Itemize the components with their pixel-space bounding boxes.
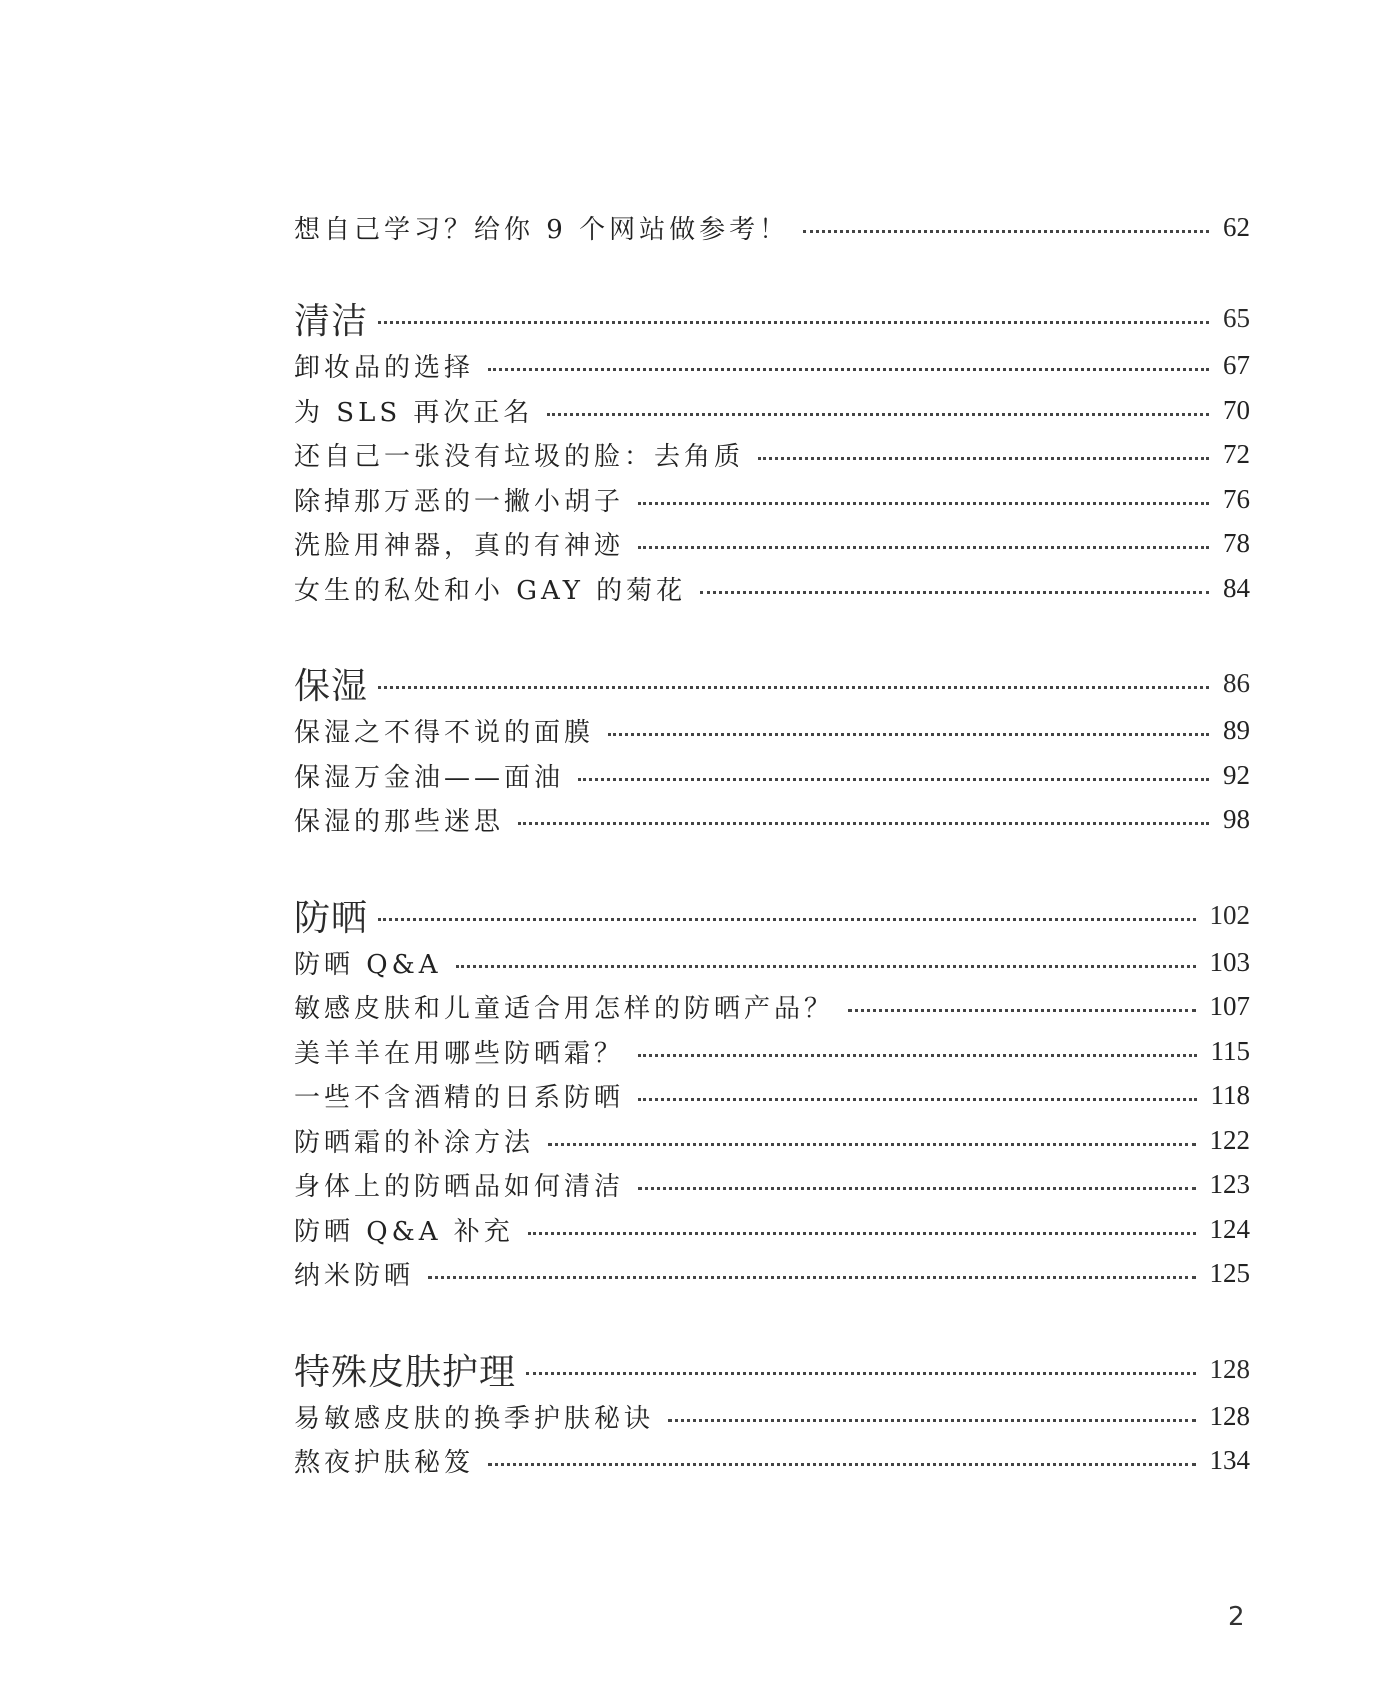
- toc-entry[interactable]: [294, 344, 1250, 389]
- table-of-contents: [294, 205, 1250, 1483]
- dot-leader: [638, 1098, 1196, 1101]
- toc-entry-title: 想自己学习？给你 9 个网站做参考！: [294, 214, 790, 245]
- toc-entry-title: 敏感皮肤和儿童适合用怎样的防晒产品？: [294, 994, 835, 1025]
- toc-entry-page: 67: [1223, 350, 1250, 381]
- toc-entry-title: 除掉那万恶的一撇小胡子: [294, 486, 625, 517]
- toc-entry-page: 84: [1223, 572, 1250, 603]
- toc-entry[interactable]: [294, 1074, 1250, 1119]
- toc-entry-title: 熬夜护肤秘笈: [294, 1448, 475, 1479]
- dot-leader: [548, 1143, 1195, 1146]
- toc-entry-title: 一些不含酒精的日系防晒: [294, 1083, 625, 1114]
- dot-leader: [638, 546, 1209, 549]
- toc-entry[interactable]: [294, 477, 1250, 522]
- toc-entry-page: 128: [1209, 1400, 1250, 1431]
- section-heading[interactable]: [294, 659, 1250, 709]
- toc-entry-title: 保湿的那些迷思: [294, 807, 505, 838]
- toc-entry[interactable]: [294, 205, 1250, 250]
- dot-leader: [526, 1372, 1195, 1375]
- dot-leader: [638, 1054, 1196, 1057]
- toc-entry-title: 防晒 Q&A: [294, 949, 442, 980]
- toc-entry-page: 107: [1209, 991, 1250, 1022]
- toc-entry-title: 纳米防晒: [294, 1261, 415, 1292]
- dot-leader: [848, 1009, 1195, 1012]
- dot-leader: [456, 965, 1196, 968]
- page-number: 2: [1228, 1602, 1245, 1632]
- section-title: 清洁: [294, 301, 369, 342]
- dot-leader: [378, 321, 1209, 324]
- toc-entry[interactable]: [294, 1394, 1250, 1439]
- toc-entry-title: 卸妆品的选择: [294, 353, 475, 384]
- dot-leader: [638, 502, 1209, 505]
- toc-entry-title: 保湿万金油——面油: [294, 762, 565, 793]
- toc-entry-page: 125: [1209, 1258, 1250, 1289]
- dot-leader: [578, 778, 1209, 781]
- toc-entry[interactable]: [294, 753, 1250, 798]
- section-page: 65: [1223, 303, 1250, 333]
- toc-entry-title: 身体上的防晒品如何清洁: [294, 1172, 625, 1203]
- dot-leader: [518, 822, 1209, 825]
- toc-entry-page: 92: [1223, 759, 1250, 790]
- section-heading[interactable]: [294, 890, 1250, 940]
- toc-entry[interactable]: [294, 388, 1250, 433]
- toc-entry-title: 为 SLS 再次正名: [294, 397, 534, 428]
- dot-leader: [758, 457, 1209, 460]
- dot-leader: [488, 368, 1209, 371]
- toc-entry-page: 78: [1223, 528, 1250, 559]
- toc-entry[interactable]: [294, 433, 1250, 478]
- toc-entry[interactable]: [294, 985, 1250, 1030]
- section-page: 102: [1209, 899, 1250, 930]
- toc-entry-page: 98: [1223, 804, 1250, 835]
- section-title: 保湿: [294, 666, 369, 707]
- dot-leader: [608, 733, 1209, 736]
- toc-entry-page: 124: [1209, 1213, 1250, 1244]
- toc-entry[interactable]: [294, 1029, 1250, 1074]
- toc-entry-title: 易敏感皮肤的换季护肤秘诀: [294, 1403, 655, 1434]
- toc-entry[interactable]: [294, 1439, 1250, 1484]
- toc-entry[interactable]: [294, 798, 1250, 843]
- toc-entry-title: 防晒 Q&A 补充: [294, 1216, 514, 1247]
- section-page: 86: [1223, 668, 1250, 698]
- toc-entry-title: 洗脸用神器，真的有神迹: [294, 531, 625, 562]
- toc-entry-page: 123: [1209, 1169, 1250, 1200]
- dot-leader: [378, 918, 1195, 921]
- toc-entry[interactable]: [294, 709, 1250, 754]
- toc-entry-title: 还自己一张没有垃圾的脸：去角质: [294, 442, 745, 473]
- toc-entry-page: 115: [1210, 1035, 1250, 1066]
- toc-entry-page: 76: [1223, 483, 1250, 514]
- toc-entry-page: 72: [1223, 439, 1250, 470]
- section-page: 128: [1209, 1353, 1250, 1384]
- toc-entry-title: 保湿之不得不说的面膜: [294, 718, 595, 749]
- dot-leader: [428, 1276, 1195, 1279]
- toc-entry[interactable]: [294, 522, 1250, 567]
- toc-entry[interactable]: [294, 940, 1250, 985]
- section-heading[interactable]: [294, 1344, 1250, 1394]
- dot-leader: [638, 1187, 1195, 1190]
- section-title: 防晒: [294, 897, 369, 939]
- toc-entry-page: 103: [1209, 946, 1250, 977]
- toc-entry-page: 62: [1223, 211, 1250, 242]
- toc-entry[interactable]: [294, 1207, 1250, 1252]
- toc-entry-page: 134: [1209, 1445, 1250, 1476]
- dot-leader: [700, 591, 1209, 594]
- dot-leader: [668, 1419, 1195, 1422]
- toc-entry-page: 89: [1223, 715, 1250, 746]
- dot-leader: [547, 413, 1209, 416]
- toc-entry-page: 118: [1210, 1080, 1250, 1111]
- toc-entry[interactable]: [294, 1163, 1250, 1208]
- toc-entry-page: 70: [1223, 394, 1250, 425]
- dot-leader: [528, 1232, 1196, 1235]
- dot-leader: [488, 1463, 1195, 1466]
- toc-entry[interactable]: [294, 1118, 1250, 1163]
- toc-entry-title: 防晒霜的补涂方法: [294, 1127, 535, 1158]
- toc-entry-page: 122: [1209, 1124, 1250, 1155]
- section-heading[interactable]: [294, 294, 1250, 344]
- section-title: 特殊皮肤护理: [294, 1351, 517, 1393]
- dot-leader: [378, 686, 1209, 689]
- dot-leader: [803, 230, 1209, 233]
- toc-entry-title: 美羊羊在用哪些防晒霜？: [294, 1038, 625, 1069]
- toc-entry[interactable]: [294, 1252, 1250, 1297]
- toc-entry[interactable]: [294, 566, 1250, 611]
- toc-entry-title: 女生的私处和小 GAY 的菊花: [294, 575, 687, 606]
